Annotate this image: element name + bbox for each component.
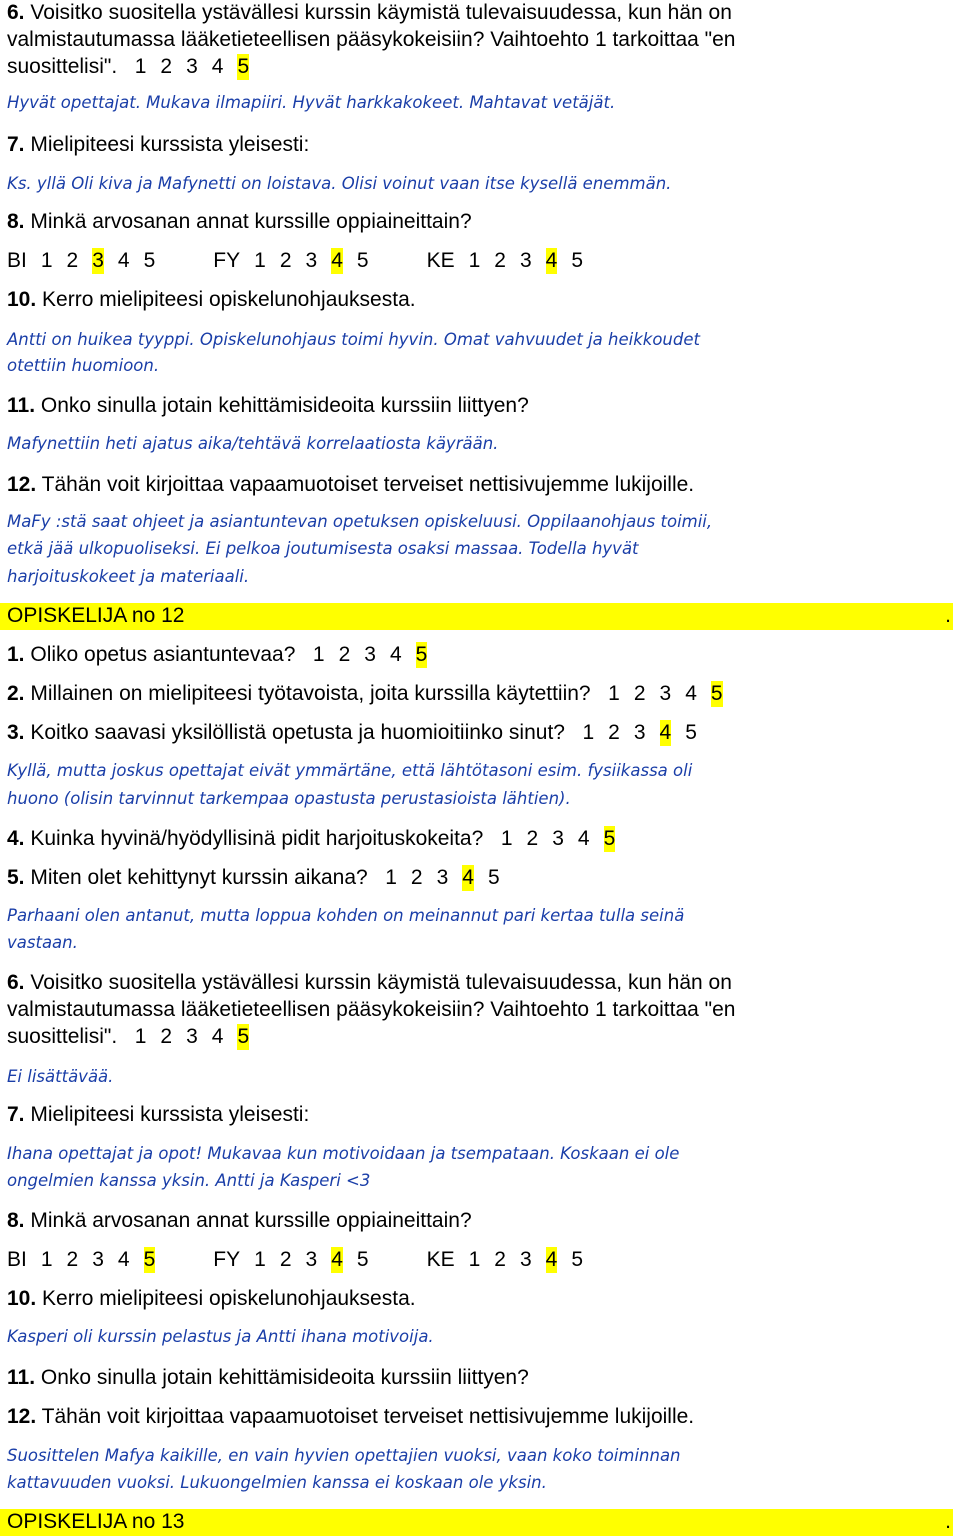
answer-6: Ei lisättävää. xyxy=(7,1067,114,1086)
question-6-line-3: suosittelisi". 1 2 3 4 5 xyxy=(7,55,250,78)
question-6-line-3: suosittelisi". 1 2 3 4 5 xyxy=(7,1025,250,1048)
question-8: 8. Minkä arvosanan annat kurssille oppiaineittain? xyxy=(7,1209,472,1232)
answer-7: Ks. yllä Oli kiva ja Mafynetti on loistava. Olisi voinut vaan itse kysellä enemmän. xyxy=(7,174,672,193)
answer-12-line-1: MaFy :stä saat ohjeet ja asiantuntevan opetuksen opiskeluusi. Oppilaanohjaus toimii, xyxy=(7,512,713,531)
answer-7-line-1: Ihana opettajat ja opot! Mukavaa kun motivoidaan ja tsempataan. Koskaan ei ole xyxy=(7,1144,680,1163)
rating-option-selected: 5 xyxy=(237,55,250,78)
rating-option-selected: 5 xyxy=(415,643,428,666)
student-header: OPISKELIJA no 12 . xyxy=(0,603,953,630)
answer-12-line-2: kattavuuden vuoksi. Lukuongelmien kanssa ei koskaan ole yksin. xyxy=(7,1473,547,1492)
answer-10-line-1: Antti on huikea tyyppi. Opiskelunohjaus toimi hyvin. Omat vahvuudet ja heikkoudet xyxy=(7,330,700,349)
subject-grades xyxy=(7,1247,641,1273)
answer-10: Kasperi oli kurssin pelastus ja Antti ihana motivoija. xyxy=(7,1327,434,1346)
question-11: 11. Onko sinulla jotain kehittämisideoita kurssiin liittyen? xyxy=(7,1366,529,1389)
answer-11: Mafynettiin heti ajatus aika/tehtävä korrelaatiosta käyrään. xyxy=(7,434,499,453)
subject-grades xyxy=(7,248,641,274)
question-5: 5. Miten olet kehittynyt kurssin aikana? 1 2 3 4 5 xyxy=(7,866,500,889)
rating-option: 1 xyxy=(134,55,147,78)
rating-option: 4 xyxy=(211,55,224,78)
rating-option-selected: 5 xyxy=(237,1025,250,1048)
rating-option: 2 xyxy=(160,55,173,78)
answer-5-line-1: Parhaani olen antanut, mutta loppua kohden on meinannut pari kertaa tulla seinä xyxy=(7,906,685,925)
question-6-line-2: valmistautumassa lääketieteellisen pääsykokeisiin? Vaihtoehto 1 tarkoittaa "en xyxy=(7,998,736,1021)
answer-12-line-3: harjoituskokeet ja materiaali. xyxy=(7,567,250,586)
question-12: 12. Tähän voit kirjoittaa vapaamuotoiset terveiset nettisivujemme lukijoille. xyxy=(7,1405,695,1428)
question-10: 10. Kerro mielipiteesi opiskelunohjauksesta. xyxy=(7,1287,416,1310)
question-12: 12. Tähän voit kirjoittaa vapaamuotoiset terveiset nettisivujemme lukijoille. xyxy=(7,473,695,496)
grade-selected: 3 xyxy=(92,249,104,272)
question-8: 8. Minkä arvosanan annat kurssille oppiaineittain? xyxy=(7,210,472,233)
question-6-line-1: 6. Voisitko suositella ystävällesi kurssin käymistä tulevaisuudessa, kun hän on xyxy=(7,971,732,994)
grade-group-bi: BI 1 2 3 4 5 xyxy=(7,249,156,272)
grade-selected: 5 xyxy=(143,1248,156,1271)
answer-3-line-2: huono (olisin tarvinnut tarkempaa opastusta perustasioista lähtien). xyxy=(7,789,571,808)
question-2: 2. Millainen on mielipiteesi työtavoista, joita kurssilla käytettiin? 1 2 3 4 5 xyxy=(7,682,723,705)
question-6-line-2: valmistautumassa lääketieteellisen pääsykokeisiin? Vaihtoehto 1 tarkoittaa "en xyxy=(7,28,736,51)
answer-6: Hyvät opettajat. Mukava ilmapiiri. Hyvät harkkakokeet. Mahtavat vetäjät. xyxy=(7,93,616,112)
grade-group-fy: FY 1 2 3 4 5 xyxy=(213,249,369,272)
answer-10-line-2: otettiin huomioon. xyxy=(7,356,160,375)
grade-group-ke: KE 1 2 3 4 5 xyxy=(426,1248,584,1271)
answer-12-line-1: Suosittelen Mafya kaikille, en vain hyvien opettajien vuoksi, vaan koko toiminnan xyxy=(7,1446,681,1465)
grade-group-bi: BI 1 2 3 4 5 xyxy=(7,1248,156,1271)
question-11: 11. Onko sinulla jotain kehittämisideoita kurssiin liittyen? xyxy=(7,394,529,417)
rating-option-selected: 5 xyxy=(603,827,616,850)
question-6-line-1: 6. Voisitko suositella ystävällesi kurssin käymistä tulevaisuudessa, kun hän on xyxy=(7,1,732,24)
question-7: 7. Mielipiteesi kurssista yleisesti: xyxy=(7,1103,310,1126)
rating-option-selected: 4 xyxy=(659,721,672,744)
question-10: 10. Kerro mielipiteesi opiskelunohjauksesta. xyxy=(7,288,416,311)
grade-selected: 4 xyxy=(331,249,343,272)
question-4: 4. Kuinka hyvinä/hyödyllisinä pidit harjoituskokeita? 1 2 3 4 5 xyxy=(7,827,616,850)
answer-3-line-1: Kyllä, mutta joskus opettajat eivät ymmärtäne, että lähtötasoni esim. fysiikassa oli xyxy=(7,761,693,780)
rating-option-selected: 4 xyxy=(462,866,474,889)
grade-group-ke: KE 1 2 3 4 5 xyxy=(426,249,584,272)
question-3: 3. Koitko saavasi yksilöllistä opetusta ja huomioitiinko sinut? 1 2 3 4 5 xyxy=(7,721,697,744)
answer-7-line-2: ongelmien kanssa yksin. Antti ja Kasperi <3 xyxy=(7,1171,371,1190)
answer-5-line-2: vastaan. xyxy=(7,933,78,952)
grade-selected: 4 xyxy=(545,249,558,272)
grade-selected: 4 xyxy=(545,1248,558,1271)
rating-option-selected: 5 xyxy=(710,682,723,705)
grade-group-fy: FY 1 2 3 4 5 xyxy=(213,1248,369,1271)
grade-selected: 4 xyxy=(331,1248,343,1271)
rating-option: 3 xyxy=(186,55,198,78)
question-7: 7. Mielipiteesi kurssista yleisesti: xyxy=(7,133,310,156)
student-header: OPISKELIJA no 13 . xyxy=(0,1509,953,1536)
question-1: 1. Oliko opetus asiantuntevaa? 1 2 3 4 5 xyxy=(7,643,428,666)
answer-12-line-2: etkä jää ulkopuoliseksi. Ei pelkoa joutumisesta osaksi massaa. Todella hyvät xyxy=(7,539,639,558)
